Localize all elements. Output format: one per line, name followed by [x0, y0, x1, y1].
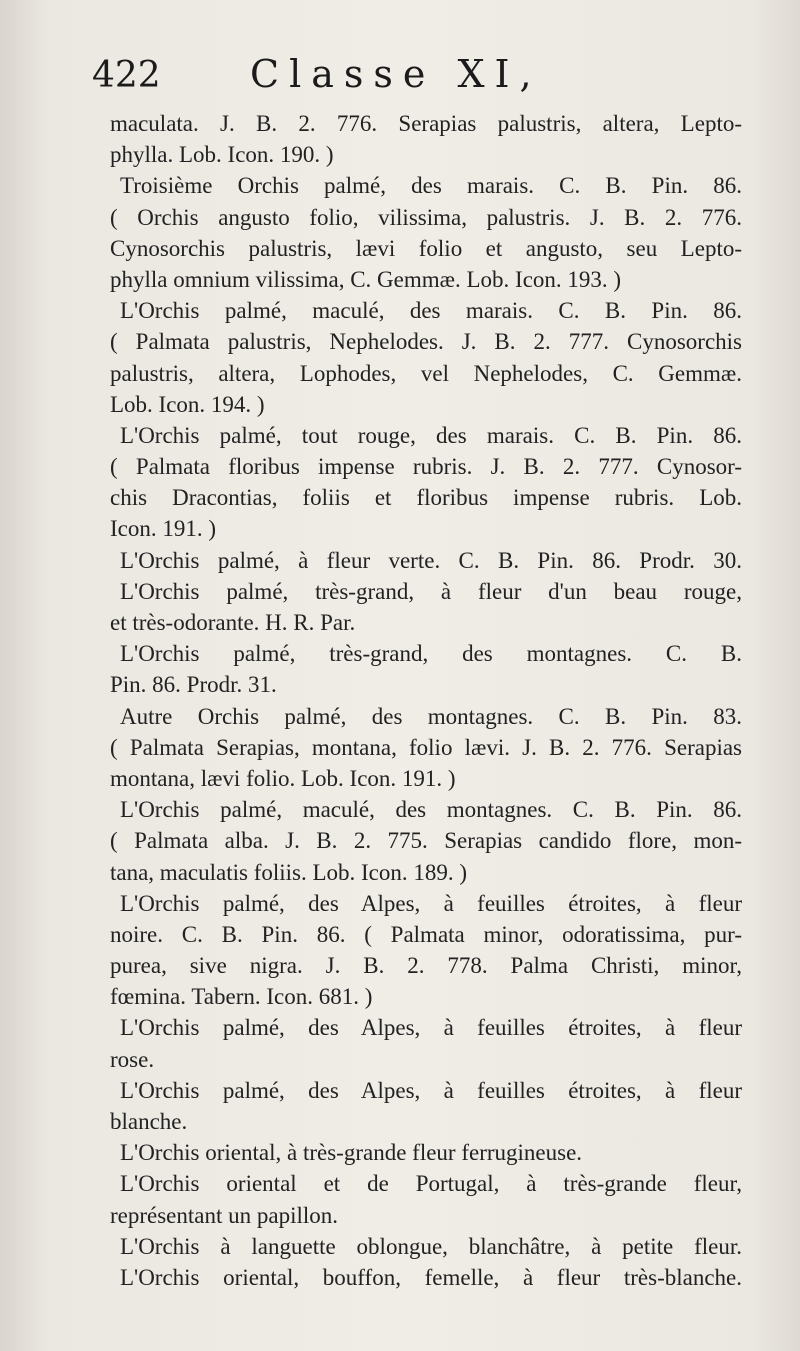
text-line: L'Orchis palmé, très-grand, à fleur d'un beau rouge, [120, 578, 742, 604]
text-line: et très-odorante. H. R. Par. [110, 610, 356, 635]
text-line: L'Orchis palmé, maculé, des montagnes. C. B. Pin. 86. [120, 797, 742, 823]
text-line: phylla. Lob. Icon. 190. ) [110, 142, 334, 168]
body-text [110, 108, 742, 1293]
text-line: blanche. [110, 1109, 188, 1134]
page-number: 422 [92, 55, 161, 96]
text-line: représentant un papillon. [110, 1202, 339, 1228]
text-line: fœmina. Tabern. Icon. 681. ) [110, 984, 373, 1010]
text-line: rose. [110, 1046, 155, 1072]
text-line: L'Orchis palmé, maculé, des marais. C. B. Pin. 86. [120, 298, 742, 324]
text-line: purea, sive nigra. J. B. 2. 778. Palma Christi, minor, [110, 953, 742, 979]
text-line: maculata. J. B. 2. 776. Serapias palustris, altera, Lepto- [110, 111, 742, 136]
text-line: Icon. 191. ) [110, 516, 217, 542]
text-line: chis Dracontias, foliis et floribus impense rubris. Lob. [110, 485, 742, 511]
text-line: Autre Orchis palmé, des montagnes. C. B. Pin. 83. [120, 703, 742, 729]
text-line: L'Orchis oriental et de Portugal, à très-grande fleur, [120, 1171, 742, 1197]
text-line: montana, lævi folio. Lob. Icon. 191. ) [110, 765, 456, 791]
text-line: ( Palmata Serapias, montana, folio lævi. J. B. 2. 776. Serapias [110, 734, 742, 760]
text-line: Pin. 86. Prodr. 31. [110, 672, 277, 698]
text-line: L'Orchis palmé, des Alpes, à feuilles étroites, à fleur [120, 890, 742, 916]
text-line: L'Orchis oriental, à très-grande fleur ferrugineuse. [120, 1140, 583, 1166]
text-line: L'Orchis palmé, des Alpes, à feuilles étroites, à fleur [120, 1015, 742, 1041]
text-line: ( Palmata floribus impense rubris. J. B. 2. 777. Cynosor- [110, 454, 742, 480]
text-line: L'Orchis palmé, très-grand, des montagnes. C. B. [120, 641, 742, 667]
text-line: Lob. Icon. 194. ) [110, 391, 265, 417]
text-line: tana, maculatis foliis. Lob. Icon. 189. ) [110, 859, 468, 885]
text-line: noire. C. B. Pin. 86. ( Palmata minor, odoratissima, pur- [110, 921, 742, 947]
text-line: Troisième Orchis palmé, des marais. C. B. Pin. 86. [120, 173, 742, 199]
text-line: Cynosorchis palustris, lævi folio et angusto, seu Lepto- [110, 235, 742, 261]
text-line: L'Orchis palmé, tout rouge, des marais. C. B. Pin. 86. [120, 422, 742, 448]
text-line: L'Orchis oriental, bouffon, femelle, à fleur très-blanche. [120, 1264, 742, 1290]
text-line: ( Palmata palustris, Nephelodes. J. B. 2. 777. Cynosorchis [110, 329, 742, 355]
running-title: Classe XI, [250, 52, 542, 96]
text-line: ( Palmata alba. J. B. 2. 775. Serapias candido flore, mon- [110, 828, 742, 854]
page-header [92, 52, 792, 100]
text-line: phylla omnium vilissima, C. Gemmæ. Lob. Icon. 193. ) [110, 266, 622, 292]
text-line: L'Orchis à languette oblongue, blanchâtre, à petite fleur. [120, 1233, 742, 1259]
text-line: ( Orchis angusto folio, vilissima, palustris. J. B. 2. 776. [110, 204, 742, 230]
text-line: L'Orchis palmé, à fleur verte. C. B. Pin. 86. Prodr. 30. [120, 547, 742, 573]
text-line: palustris, altera, Lophodes, vel Nephelodes, C. Gemmæ. [110, 360, 742, 386]
text-line: L'Orchis palmé, des Alpes, à feuilles étroites, à fleur [120, 1077, 742, 1103]
